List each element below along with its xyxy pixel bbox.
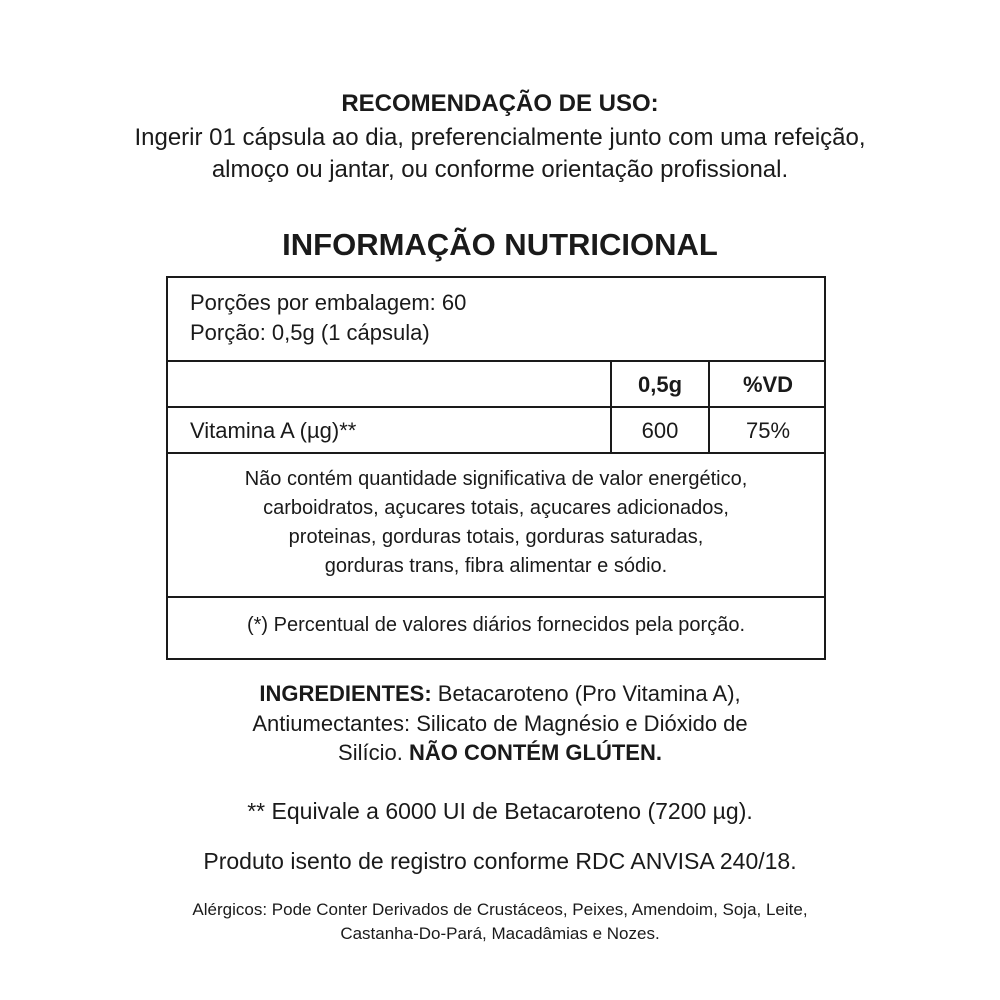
nutrition-note-line: gorduras trans, fibra alimentar e sódio.: [324, 555, 668, 577]
nutrition-note-line: proteinas, gorduras totais, gorduras saturadas,: [288, 526, 704, 548]
allergens-line-1: Alérgicos: Pode Conter Derivados de Crustáceos, Peixes, Amendoim, Soja, Leite,: [192, 900, 808, 919]
ingredients-line-3: [0, 740, 1000, 766]
nutrient-dv: 75%: [745, 418, 791, 443]
allergens-line-2: Castanha-Do-Pará, Macadâmias e Nozes.: [340, 924, 660, 943]
table-divider: [168, 596, 824, 598]
nutrition-footnote: (*) Percentual de valores diários fornecidos pela porção.: [246, 614, 746, 636]
nutrition-title: INFORMAÇÃO NUTRICIONAL: [282, 227, 718, 262]
nutrition-note-line: Não contém quantidade significativa de valor energético,: [244, 468, 748, 490]
serving-size: Porção: 0,5g (1 cápsula): [190, 320, 430, 345]
nutrition-note-line: carboidratos, açucares totais, açucares adicionados,: [263, 497, 729, 519]
usage-text-line-1: Ingerir 01 cápsula ao dia, preferencialmente junto com uma refeição,: [134, 124, 866, 151]
table-divider: [168, 452, 824, 454]
header-amount: 0,5g: [637, 372, 683, 397]
ingredients-text: Betacaroteno (Pro Vitamina A),: [431, 681, 741, 706]
table-divider: [168, 406, 824, 408]
nutrient-amount: 600: [641, 418, 679, 443]
ingredients-line-1: [0, 681, 1000, 707]
ingredients-line-2: Antiumectantes: Silicato de Magnésio e Dióxido de: [252, 711, 748, 736]
equivalence-note: ** Equivale a 6000 UI de Betacaroteno (7200 µg).: [247, 798, 753, 824]
usage-text-line-2: almoço ou jantar, ou conforme orientação profissional.: [211, 156, 789, 183]
header-dv: %VD: [742, 372, 794, 397]
ingredients-text: Silício.: [338, 740, 409, 765]
ingredients-label: INGREDIENTES:: [259, 681, 432, 706]
usage-title: RECOMENDAÇÃO DE USO:: [341, 90, 659, 117]
table-divider: [168, 360, 824, 362]
gluten-warning: NÃO CONTÉM GLÚTEN.: [408, 740, 662, 765]
registration-note: Produto isento de registro conforme RDC ANVISA 240/18.: [203, 848, 797, 874]
nutrition-table: [166, 276, 826, 660]
servings-per-package: Porções por embalagem: 60: [190, 290, 467, 315]
nutrient-name: Vitamina A (µg)**: [190, 418, 357, 443]
